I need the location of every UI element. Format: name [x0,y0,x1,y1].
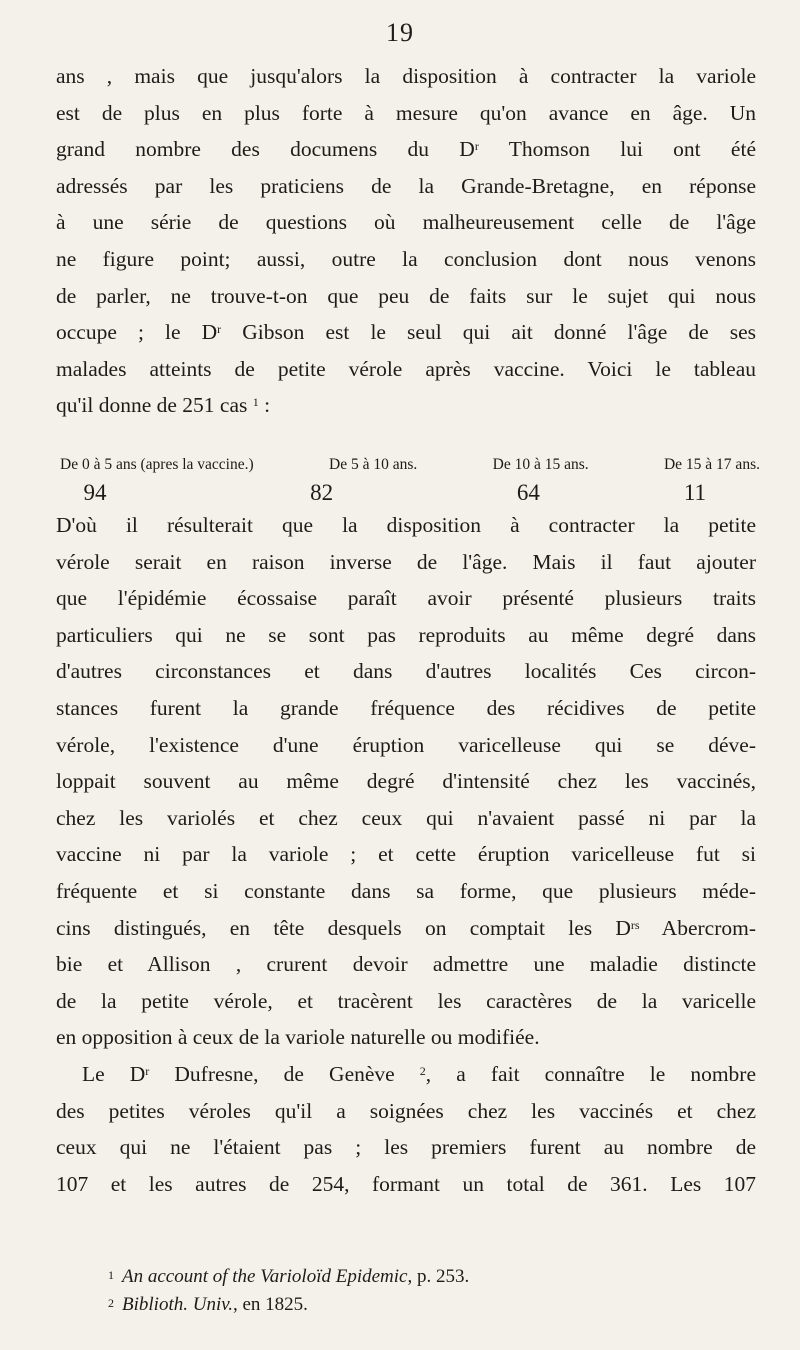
text-line: adressés par les praticiens de la Grande-Bretagne, en réponse [56,173,756,198]
footnotes [108,1263,748,1319]
text-line: vérole serait en raison inverse de l'âge. Mais il faut ajouter [56,549,756,574]
text-line: grand nombre des documens du $D^r$ Thomson lui ont été [56,137,756,162]
text-line: des petites véroles qu'il a soignées chez les vaccinés et chez [56,1098,756,1123]
age-table-values [60,480,760,506]
footnote [108,1291,748,1319]
page-number: 19 [386,18,414,47]
text-line: ans , mais que jusqu'alors la disposition à contracter la variole [56,64,756,88]
body-paragraph [56,507,756,1056]
text-line: Le $D^r$ Dufresne, de Genève $^2$, a fait connaître le nombre [82,1062,757,1086]
footnote-ref: 2 [419,1064,426,1078]
dufresne-paragraph [56,1056,756,1202]
text-line: à une série de questions où malheureusement celle de l'âge [56,210,756,235]
footnote-ref: 1 [252,395,259,410]
text-line: stances furent la grande fréquence des récidives de petite [56,695,756,720]
text-line: ne figure point; aussi, outre la conclusion dont nous venons [56,246,756,271]
text-line: 107 et les autres de 254, formant un total de 361. Les 107 [56,1171,756,1196]
text-line: ceux qui ne l'étaient pas ; les premiers furent au nombre de [56,1135,756,1160]
footnote-title: Biblioth. Univ. [122,1294,233,1315]
text-line: fréquente et si constante dans sa forme, que plusieurs méde- [56,878,756,903]
text-line: de la petite vérole, et tracèrent les caractères de la varicelle [56,988,756,1013]
text-line: chez les variolés et chez ceux qui n'avaient passé ni par la [56,805,756,830]
table-header-cell: De 15 à 17 ans. [663,456,760,473]
footnote-text: , p. 253. [407,1266,470,1287]
superscript: r [474,139,479,154]
table-value-cell: 11 [683,480,707,505]
superscript: rs [630,917,640,932]
table-header-cell: De 10 à 15 ans. [492,456,589,473]
table-value-cell: 82 [310,480,334,505]
footnote-title: An account of the Varioloïd Epidemic [122,1266,408,1287]
table-header-cell: De 5 à 10 ans. [329,456,418,473]
text-line: D'où il résulterait que la disposition à contracter la petite [56,513,756,537]
text-line: malades atteints de petite vérole après vaccine. Voici le tableau [56,356,756,381]
text-line: loppait souvent au même degré d'intensité chez les vaccinés, [56,769,756,794]
text-line: qu'il donne de 251 cas $^1$ : [56,393,271,418]
text-line: bie et Allison , crurent devoir admettre une maladie distincte [56,952,756,977]
table-value-cell: 64 [516,480,540,505]
table-header-cell: De 0 à 5 ans (apres la vaccine.) [60,456,254,473]
footnote [108,1263,748,1291]
superscript: r [217,322,222,337]
text-line: vérole, l'existence d'une éruption varicelleuse qui se déve- [56,732,756,757]
text-line: d'autres circonstances et dans d'autres localités Ces circon- [56,659,756,684]
text-line: occupe ; le $D^r$ Gibson est le seul qui ait donné l'âge de ses [56,320,756,345]
superscript: r [145,1064,150,1078]
text-line: est de plus en plus forte à mesure qu'on avance en âge. Un [56,100,756,125]
age-table-header [60,456,760,474]
text-line: que l'épidémie écossaise paraît avoir présenté plusieurs traits [56,586,756,611]
text-line: de parler, ne trouve-t-on que peu de faits sur le sujet qui nous [56,283,756,308]
text-line: en opposition à ceux de la variole naturelle ou modifiée. [56,1025,540,1050]
table-value-cell: 94 [83,480,107,505]
footnote-mark: 2 [108,1296,114,1310]
text-line: particuliers qui ne se sont pas reproduits au même degré dans [56,622,756,647]
text-line: vaccine ni par la variole ; et cette éruption varicelleuse fut si [56,842,756,867]
footnote-text: , en 1825. [233,1294,308,1315]
text-line: cins distingués, en tête desquels on comptait les $D^{rs}$ Abercrom- [56,915,756,940]
footnote-mark: 1 [108,1268,114,1282]
intro-paragraph [56,58,756,424]
